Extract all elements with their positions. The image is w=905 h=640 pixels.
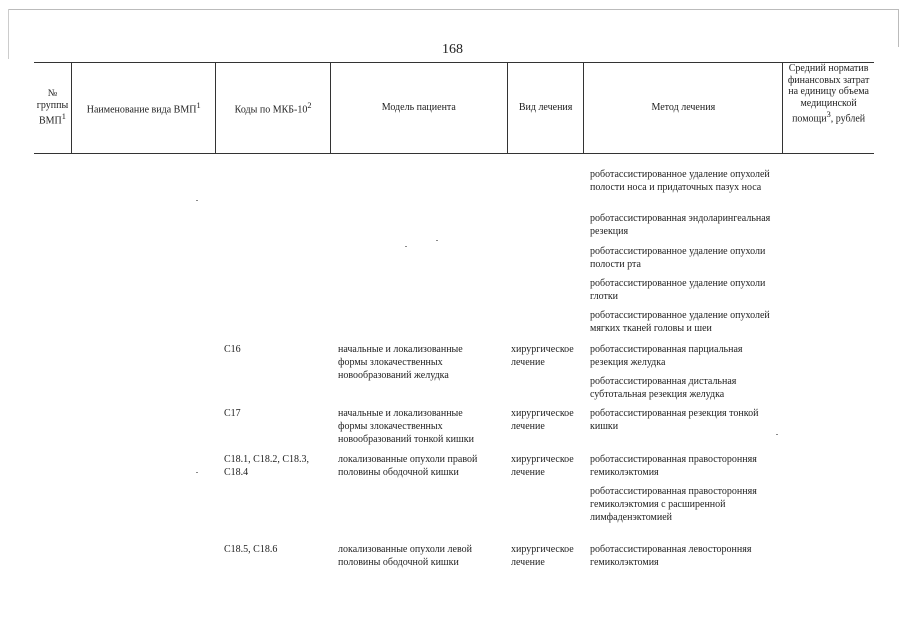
header-mkb — [216, 62, 330, 153]
footnote-mark: 3 — [826, 110, 831, 119]
header-treatment-type: Вид лечения — [507, 62, 584, 153]
treatment-type-cell: хирургическое лечение — [511, 544, 574, 568]
header-vmp-name-text: Наименование вида ВМП — [86, 103, 197, 115]
method-cell: роботассистированное удаление опухолей мягких тканей головы и шеи — [590, 310, 770, 334]
method-cell: роботассистированная левосторонняя гемиколэктомия — [590, 544, 752, 568]
method-cell: роботассистированное удаление опухолей полости носа и придаточных пазух носа — [590, 169, 770, 193]
method-cell: роботассистированное удаление опухоли глотки — [590, 278, 766, 302]
scan-speck — [405, 246, 407, 247]
header-cost — [783, 62, 874, 153]
header-group-no — [34, 62, 71, 153]
mkb-code-cell: C17 — [224, 408, 241, 419]
method-cell: роботассистированная правосторонняя гемиколэктомия с расширенной лимфаденэктомией — [590, 486, 757, 523]
treatment-type-cell: хирургическое лечение — [511, 344, 574, 368]
header-group-no-text: № группы ВМП — [36, 88, 69, 127]
treatment-type-cell: хирургическое лечение — [511, 408, 574, 432]
mkb-code-cell: C18.1, C18.2, C18.3, C18.4 — [224, 454, 310, 478]
scan-speck — [196, 200, 198, 201]
method-cell: роботассистированная дистальная субтотальная резекция желудка — [590, 376, 737, 400]
mkb-code-cell: C16 — [224, 344, 241, 355]
page-number: 168 — [442, 42, 463, 57]
footnote-mark: 2 — [307, 100, 312, 110]
header-method: Метод лечения — [584, 62, 783, 153]
method-cell: роботассистированная правосторонняя гемиколэктомия — [590, 454, 757, 478]
method-cell: роботассистированная парциальная резекция желудка — [590, 344, 743, 368]
footnote-mark: 1 — [61, 112, 66, 122]
footnote-mark: 1 — [196, 100, 201, 110]
header-vmp-name — [71, 62, 215, 153]
patient-model-cell: начальные и локализованные формы злокачественных новообразований желудка — [338, 344, 463, 381]
header-patient-model: Модель пациента — [330, 62, 507, 153]
header-cost-unit: , рублей — [830, 113, 866, 125]
method-cell: роботассистированное удаление опухоли полости рта — [590, 246, 766, 270]
patient-model-cell: локализованные опухоли левой половины ободочной кишки — [338, 544, 472, 568]
header-cost-text: Средний норматив финансовых затрат на единицу объема медицинской помощи — [787, 63, 870, 125]
header-mkb-text: Коды по МКБ-10 — [234, 103, 308, 115]
table-header — [34, 62, 874, 153]
mkb-code-cell: C18.5, C18.6 — [224, 544, 278, 555]
patient-model-cell: локализованные опухоли правой половины ободочной кишки — [338, 454, 478, 478]
method-cell: роботассистированная резекция тонкой кишки — [590, 408, 759, 432]
scan-speck — [436, 240, 438, 241]
patient-model-cell: начальные и локализованные формы злокачественных новообразований тонкой кишки — [338, 408, 474, 445]
page-frame-top — [8, 9, 899, 10]
scan-speck — [776, 434, 778, 435]
scan-speck — [196, 472, 198, 473]
method-cell: роботассистированная эндоларингеальная резекция — [590, 213, 771, 237]
treatment-type-cell: хирургическое лечение — [511, 454, 574, 478]
table-header-bottom-rule — [34, 153, 874, 154]
